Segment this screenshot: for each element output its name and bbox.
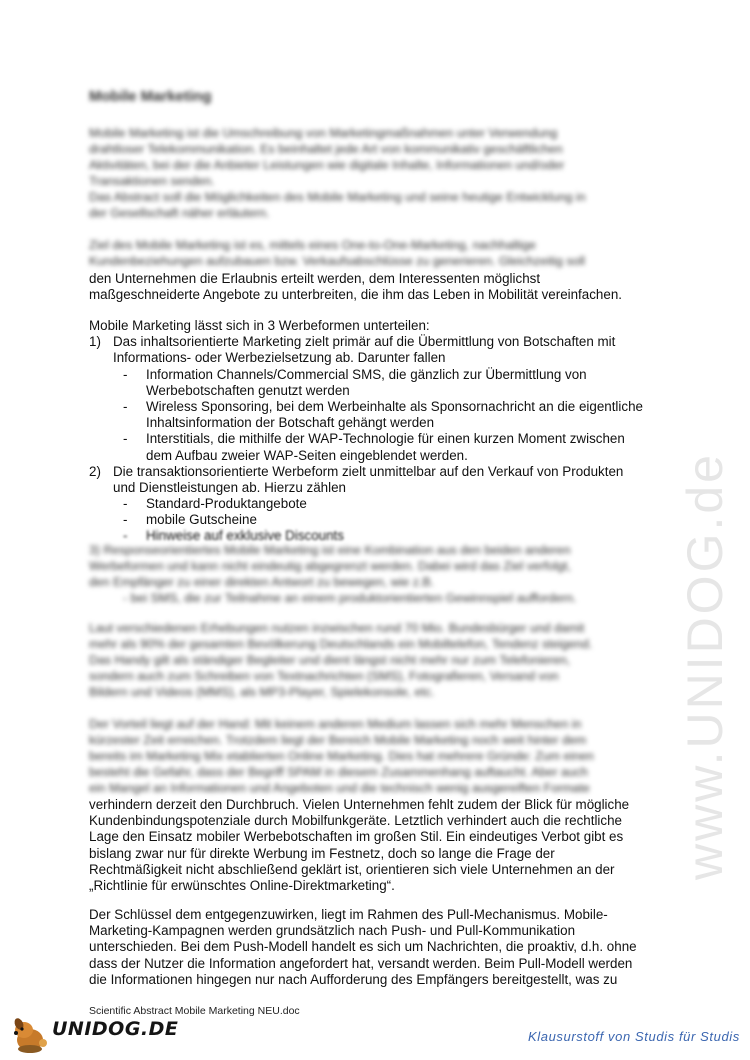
pull-line: dass der Nutzer die Information angefordert hat, versandt werden. Beim Pull-Modell werden [89,955,633,971]
sub-item-text: Werbebotschaften genutzt werden [146,382,350,398]
advantage-line: bereits im Marketing Mix etablierten Online Marketing. Dies hat mehrere Gründe: Zum einen [89,749,594,763]
intro-line: drahtloser Telekommunikation. Es beinhaltet jede Art von kommunikativ geschäftlichen [89,142,563,156]
stats-line: sondern auch zum Schreiben von Textnachrichten (SMS), Fotografieren, Versand von [89,669,559,683]
list-intro: Mobile Marketing lässt sich in 3 Werbeformen unterteilen: [89,318,430,333]
advantage-line: verhindern derzeit den Durchbruch. Vielen Unternehmen fehlt zudem der Blick für mögliche [89,797,630,812]
dash-bullet: - [123,366,128,382]
pull-line: Der Schlüssel dem entgegenzuwirken, liegt im Rahmen des Pull-Mechanismus. Mobile- [89,907,608,922]
item3-line: 3) Responseorientiertes Mobile Marketing ist eine Kombination aus den beiden anderen [89,543,571,557]
sub-item-text: dem Aufbau zweier WAP-Seiten eingeblendet werden. [146,447,468,463]
document-title: Mobile Marketing [89,88,212,105]
list-item-text: Informations- oder Werbezielsetzung ab. Darunter fallen [113,350,446,366]
advantage-line: besteht die Gefahr, dass der Begriff SPAM in diesem Zusammenhang auftaucht. Aber auch [89,765,588,779]
footer-slogan: Klausurstoff von Studis für Studis [528,1029,740,1044]
pull-line: Marketing-Kampagnen werden grundsätzlich nach Push- und Pull-Kommunikation [89,923,576,939]
advantage-line: Der Vorteil liegt auf der Hand: Mit keinem anderen Medium lassen sich mehr Menschen in [89,717,582,731]
stats-line: Das Handy gilt als ständiger Begleiter und dient längst nicht mehr nur zum Telefonieren, [89,653,571,667]
advantage-line: „Richtlinie für erwünschtes Online-Direktmarketing“. [89,878,395,894]
goal-line: Kundenbeziehungen aufzubauen bzw. Verkaufsabschlüsse zu generieren. Gleichzeitig soll [89,254,585,268]
dash-bullet: - [123,398,128,414]
dash-bullet: - [123,431,128,447]
list-number: 2) [89,463,101,479]
sub-item-text: Information Channels/Commercial SMS, die gänzlich zur Übermittlung von [146,366,587,382]
stats-line: Bildern und Videos (MMS), als MP3-Player, Spielekonsole, etc. [89,685,435,699]
sub-item-text: mobile Gutscheine [146,512,257,528]
list-number: 1) [89,334,101,350]
werbeformen-list [89,318,679,545]
advantage-line: Kundenbindungspotenziale durch Mobilfunkgeräte. Letztlich verhindert auch die rechtliche [89,813,622,829]
intro-line: Aktivitäten, bei der die Anbieter Leistungen wie digitale Inhalte, Informationen und/oder [89,158,565,172]
advantage-line: Lage den Einsatz mobiler Werbebotschaften im großen Stil. Ein eindeutiges Verbot gibt es [89,829,624,845]
sub-item-text: Interstitials, die mithilfe der WAP-Technologie für einen kurzen Moment zwischen [146,431,625,447]
list-item-text: Das inhaltsorientierte Marketing zielt primär auf die Übermittlung von Botschaften mit [113,334,616,350]
dash-bullet: - [123,528,128,544]
item3-line: den Empfänger zu einer direkten Antwort zu bewegen, wie z.B. [89,575,435,589]
list-item-text: Die transaktionsorientierte Werbeform zielt unmittelbar auf den Verkauf von Produkten [113,463,624,479]
sub-item-text: Wireless Sponsoring, bei dem Werbeinhalte als Sponsornachricht an die eigentliche [146,398,643,414]
intro-paragraph [89,125,674,221]
advantage-paragraph-blurred [89,716,674,796]
goal-paragraph-blurred [89,237,674,269]
list-item-text: und Dienstleistungen ab. Hierzu zählen [113,479,346,495]
intro-line: Mobile Marketing ist die Umschreibung von Marketingmaßnahmen unter Verwendung [89,126,558,140]
intro-line: der Gesellschaft näher erläutern. [89,206,270,220]
intro-line: Das Abstract soll die Möglichkeiten des Mobile Marketing und seine heutige Entwicklung in [89,190,586,204]
stats-line: Laut verschiedenen Erhebungen nutzen inzwischen rund 70 Mio. Bundesbürger und damit [89,621,585,635]
item3-paragraph [89,542,674,606]
sub-item-text: Inhaltsinformation der Botschaft gehängt werden [146,415,435,431]
logo-text: UNIDOG.DE [52,1018,179,1040]
pull-line: die Informationen hingegen nur nach Aufforderung des Empfängers bereitgestellt, was zu [89,971,618,987]
item3-line: - bei SMS, die zur Teilnahme an einem produktorientierten Gewinnspiel auffordern. [123,591,577,605]
advantage-paragraph [89,797,679,894]
dash-bullet: - [123,512,128,528]
advantage-line: bislang zwar nur für direkte Werbung im Festnetz, doch so lange die Frage der [89,845,555,861]
watermark-text: www.UNIDOG.de [677,452,733,880]
goal-line: Ziel des Mobile Marketing ist es, mittels eines One-to-One-Marketing, nachhaltige [89,238,536,252]
advantage-line: Rechtmäßigkeit nicht abschließend geklärt ist, orientieren sich viele Unternehmen an der [89,861,615,877]
goal-line: den Unternehmen die Erlaubnis erteilt werden, dem Interessenten möglichst [89,271,541,286]
pull-line: unterschieden. Bei dem Push-Modell handelt es sich um Nachrichten, die proaktiv, d.h. ohne [89,939,637,955]
sub-item-text: Standard-Produktangebote [146,496,307,512]
advantage-line: kürzester Zeit erreichen. Trotzdem liegt der Bereich Mobile Marketing noch weit hinter dem [89,733,587,747]
sub-item-text: Hinweise auf exklusive Discounts [146,528,344,544]
stats-line: mehr als 90% der gesamten Bevölkerung Deutschlands ein Mobiltelefon, Tendenz steigend. [89,637,593,651]
intro-line: Transaktionen senden. [89,174,215,188]
footer-filename: Scientific Abstract Mobile Marketing NEU.doc [89,1005,300,1017]
stats-paragraph [89,620,674,700]
item3-line: Werbeformen und kann nicht eindeutig abgegrenzt werden. Dabei wird das Ziel verfolgt, [89,559,571,573]
pull-mechanism-paragraph [89,907,679,988]
goal-paragraph [89,271,679,303]
goal-line: maßgeschneiderte Angebote zu unterbreiten, die ihm das Leben in Mobilität vereinfachen. [89,287,622,303]
advantage-line: ein Mangel an Informationen und Angeboten und die technisch wenig ausgereiften Formate [89,781,590,795]
dash-bullet: - [123,496,128,512]
